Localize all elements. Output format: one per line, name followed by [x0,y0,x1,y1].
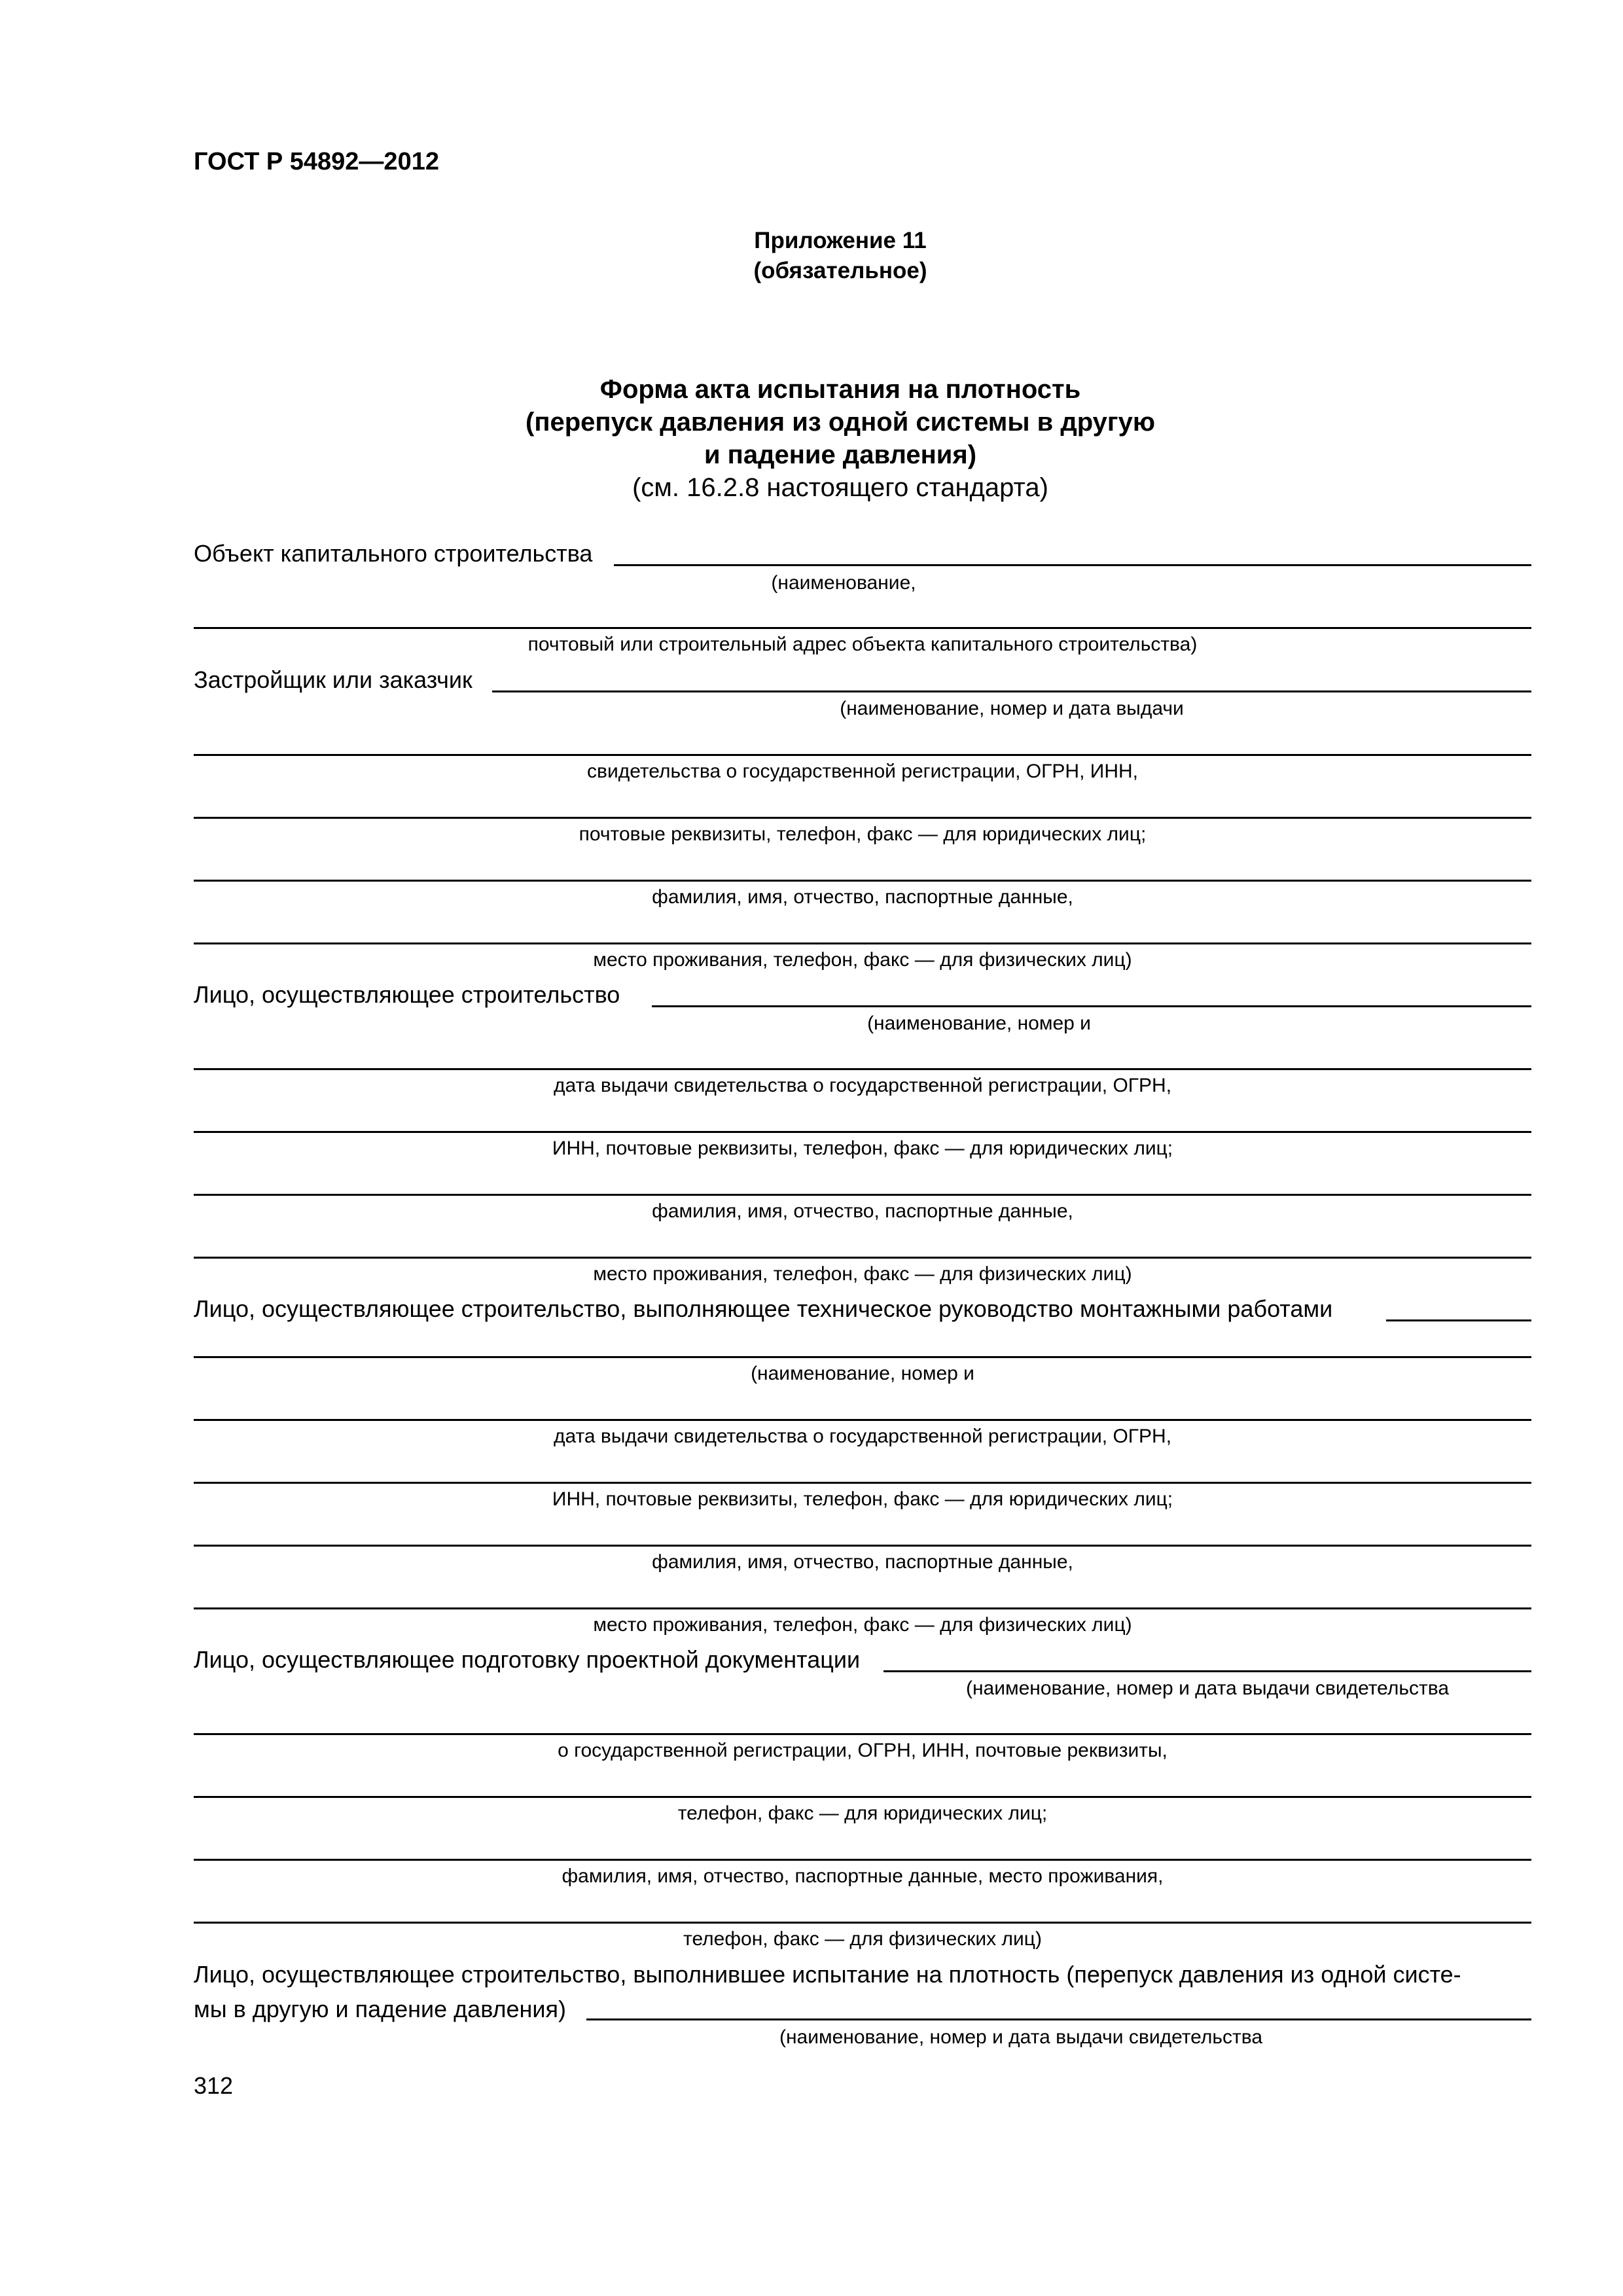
developer-field-1[interactable] [492,691,1531,692]
builder-field-5[interactable] [194,1257,1531,1259]
technical-supervisor-label: Лицо, осуществляющее строительство, выполняющее техническое руководство монтажными работами [194,1295,1333,1322]
designer-caption-5: телефон, факс — для физических лиц) [683,1928,1042,1950]
builder-label: Лицо, осуществляющее строительство [194,981,620,1008]
developer-caption-3: почтовые реквизиты, телефон, факс — для юридических лиц; [579,823,1147,845]
technical-supervisor-caption-2: дата выдачи свидетельства о государственной регистрации, ОГРН, [553,1426,1172,1447]
form-title-line-3: и падение давления) [704,440,977,469]
developer-field-5[interactable] [194,942,1531,944]
developer-label: Застройщик или заказчик [194,666,473,693]
builder-caption-3: ИНН, почтовые реквизиты, телефон, факс — для юридических лиц; [552,1138,1173,1159]
designer-field-5[interactable] [194,1922,1531,1924]
designer-caption-3: телефон, факс — для юридических лиц; [677,1803,1048,1824]
object-address-field[interactable] [194,627,1531,629]
developer-caption-2: свидетельства о государственной регистрации, ОГРН, ИНН, [587,761,1138,782]
technical-supervisor-field-2[interactable] [194,1356,1531,1358]
technical-supervisor-field-4[interactable] [194,1482,1531,1484]
developer-field-4[interactable] [194,880,1531,882]
developer-caption-4: фамилия, имя, отчество, паспортные данные, [652,886,1073,908]
technical-supervisor-field-6[interactable] [194,1607,1531,1609]
developer-field-3[interactable] [194,817,1531,819]
technical-supervisor-field-5[interactable] [194,1545,1531,1547]
technical-supervisor-caption-5: место проживания, телефон, факс — для физических лиц) [593,1614,1132,1636]
designer-field-3[interactable] [194,1796,1531,1798]
designer-field-2[interactable] [194,1733,1531,1735]
object-caption-1: (наименование, [771,572,916,594]
technical-supervisor-caption-4: фамилия, имя, отчество, паспортные данные, [652,1551,1073,1573]
form-title-line-2: (перепуск давления из одной системы в другую [526,408,1155,437]
developer-caption-1: (наименование, номер и дата выдачи [840,698,1184,719]
technical-supervisor-field-3[interactable] [194,1419,1531,1421]
technical-supervisor-field-1[interactable] [1386,1319,1531,1321]
tester-caption-1: (наименование, номер и дата выдачи свидетельства [779,2026,1263,2048]
builder-field-1[interactable] [652,1005,1531,1007]
technical-supervisor-caption-3: ИНН, почтовые реквизиты, телефон, факс — для юридических лиц; [552,1488,1173,1510]
builder-field-3[interactable] [194,1131,1531,1133]
developer-field-2[interactable] [194,754,1531,756]
builder-caption-4: фамилия, имя, отчество, паспортные данные, [652,1200,1073,1222]
page-number: 312 [194,2072,234,2099]
designer-caption-2: о государственной регистрации, ОГРН, ИНН, почтовые реквизиты, [558,1740,1168,1761]
appendix-number: Приложение 11 [754,228,927,253]
designer-caption-1: (наименование, номер и дата выдачи свидетельства [965,1677,1450,1699]
designer-label: Лицо, осуществляющее подготовку проектной документации [194,1646,861,1673]
builder-caption-1: (наименование, номер и [867,1013,1091,1034]
builder-field-2[interactable] [194,1068,1531,1070]
builder-caption-2: дата выдачи свидетельства о государственной регистрации, ОГРН, [553,1075,1172,1096]
designer-field-1[interactable] [883,1670,1531,1672]
designer-caption-4: фамилия, имя, отчество, паспортные данные, место проживания, [562,1865,1164,1887]
object-caption-2: почтовый или строительный адрес объекта капитального строительства) [527,634,1198,655]
developer-caption-5: место проживания, телефон, факс — для физических лиц) [593,949,1132,971]
appendix-status: (обязательное) [753,258,927,283]
object-label: Объект капитального строительства [194,540,593,567]
builder-field-4[interactable] [194,1194,1531,1196]
standard-designation: ГОСТ Р 54892—2012 [194,148,439,175]
designer-field-4[interactable] [194,1859,1531,1861]
tester-label-line-2: мы в другую и падение давления) [194,1996,567,2022]
form-title-line-1: Форма акта испытания на плотность [599,375,1081,404]
builder-caption-5: место проживания, телефон, факс — для физических лиц) [593,1263,1132,1285]
form-title-reference: (см. 16.2.8 настоящего стандарта) [632,473,1048,502]
tester-label-line-1: Лицо, осуществляющее строительство, выполнившее испытание на плотность (перепуск давления из одной систе- [194,1961,1461,1988]
tester-field-1[interactable] [586,2018,1531,2020]
object-name-field[interactable] [614,564,1531,566]
technical-supervisor-caption-1: (наименование, номер и [751,1363,974,1384]
